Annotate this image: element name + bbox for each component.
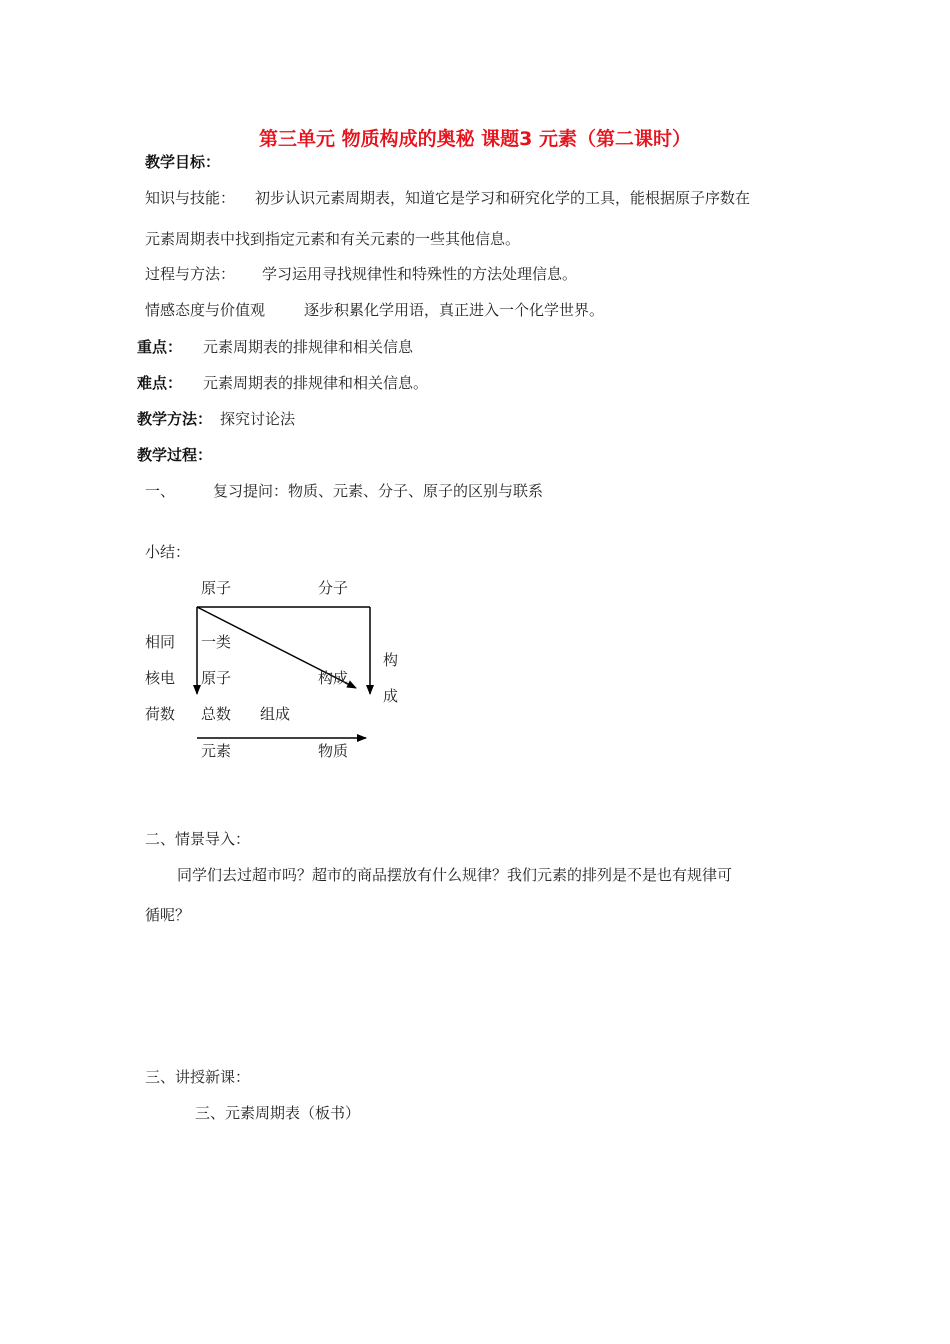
key-point-text: 元素周期表的排规律和相关信息 (203, 338, 414, 356)
knowledge-label: 知识与技能： (145, 189, 236, 207)
diagram-substance: 物质 (318, 742, 349, 760)
diagram-compose: 组成 (260, 705, 291, 723)
section2-heading: 二、情景导入： (145, 830, 251, 848)
section2-line1: 同学们去过超市吗？超市的商品摆放有什么规律？我们元素的排列是不是也有规律可 (177, 866, 733, 884)
diagram-gou: 构 (383, 651, 399, 669)
process-label: 过程与方法： (145, 265, 236, 283)
diagram-element: 元素 (201, 742, 232, 760)
process-heading: 教学过程： (137, 446, 213, 464)
section1-number: 一、 (145, 482, 176, 500)
objectives-heading: 教学目标： (145, 153, 221, 171)
emotion-text: 逐步积累化学用语，真正进入一个化学世界。 (304, 301, 605, 319)
document-title: 第三单元 物质构成的奥秘 课题3 元素（第二课时） (258, 128, 692, 150)
knowledge-text-line2: 元素周期表中找到指定元素和有关元素的一些其他信息。 (145, 230, 521, 248)
method-label: 教学方法： (137, 410, 213, 428)
emotion-label: 情感态度与价值观 (145, 301, 266, 319)
diagram-atom: 原子 (201, 579, 232, 597)
diagram-constitute: 构成 (318, 669, 349, 687)
difficulty-text: 元素周期表的排规律和相关信息。 (203, 374, 429, 392)
diagram-nuclear: 核电 (145, 669, 176, 687)
knowledge-text-line1: 初步认识元素周期表，知道它是学习和研究化学的工具，能根据原子序数在 (255, 189, 751, 207)
diagram-total: 总数 (201, 705, 232, 723)
section1-text: 复习提问：物质、元素、分子、原子的区别与联系 (213, 482, 544, 500)
diagram-same: 相同 (145, 633, 176, 651)
section3-sub: 三、元素周期表（板书） (195, 1104, 361, 1122)
key-point-label: 重点： (137, 338, 183, 356)
diagram-molecule: 分子 (318, 579, 349, 597)
method-text: 探究讨论法 (220, 410, 296, 428)
section2-line2: 循呢？ (145, 906, 191, 924)
diagram-atom2: 原子 (201, 669, 232, 687)
diagram-cheng: 成 (383, 687, 399, 705)
section3-heading: 三、讲授新课： (145, 1068, 251, 1086)
diagram-one-kind: 一类 (201, 633, 232, 651)
diagram-charge: 荷数 (145, 705, 176, 723)
summary-label: 小结： (145, 543, 191, 561)
process-text: 学习运用寻找规律性和特殊性的方法处理信息。 (262, 265, 578, 283)
difficulty-label: 难点： (137, 374, 183, 392)
